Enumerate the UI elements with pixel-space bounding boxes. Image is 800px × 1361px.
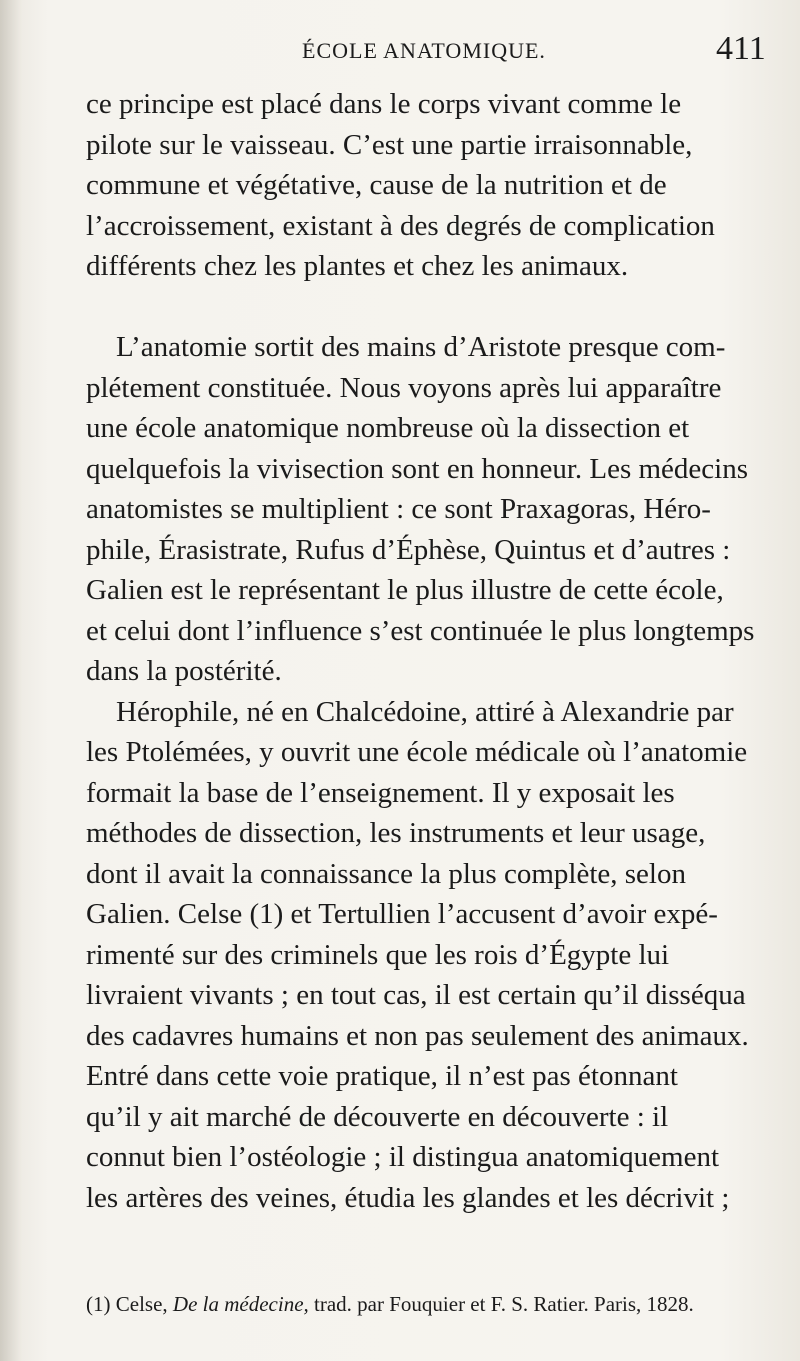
text-line: qu’il y ait marché de découverte en découverte : il xyxy=(86,1100,669,1133)
text-line: rimenté sur des criminels que les rois d’Égypte lui xyxy=(86,938,670,971)
text-line: commune et végétative, cause de la nutrition et de xyxy=(86,169,667,201)
text-line: livraient vivants ; en tout cas, il est certain qu’il disséqua xyxy=(86,979,746,1011)
footnote-citation: trad. par Fouquier et F. S. Ratier. Paris, 1828. xyxy=(314,1292,694,1316)
text-line: quelquefois la vivisection sont en honneur. Les médecins xyxy=(86,452,749,485)
text-line: Entré dans cette voie pratique, il n’est pas étonnant xyxy=(86,1060,678,1092)
text-line: Galien est le représentant le plus illustre de cette école, xyxy=(86,574,724,606)
text-line: des cadavres humains et non pas seulement des animaux. xyxy=(86,1019,749,1052)
text-line: phile, Érasistrate, Rufus d’Éphèse, Quintus et d’autres : xyxy=(86,533,731,566)
footnote-marker: (1) Celse, xyxy=(86,1292,168,1316)
text-line: Hérophile, né en Chalcédoine, attiré à Alexandrie par xyxy=(116,695,734,728)
text-line: anatomistes se multiplient : ce sont Praxagoras, Héro- xyxy=(86,493,711,525)
footnote xyxy=(86,1290,762,1318)
text-line: dont il avait la connaissance la plus complète, selon xyxy=(86,857,686,890)
paragraph-gap xyxy=(86,287,762,328)
text-line: formait la base de l’enseignement. Il y exposait les xyxy=(86,776,675,809)
page-number: 411 xyxy=(716,30,766,67)
page-header xyxy=(0,30,800,80)
text-line: plétement constituée. Nous voyons après lui apparaître xyxy=(86,371,722,404)
text-line: pilote sur le vaisseau. C’est une partie irraisonnable, xyxy=(86,128,693,161)
text-line: Galien. Celse (1) et Tertullien l’accusent d’avoir expé- xyxy=(86,898,718,930)
text-line: l’accroissement, existant à des degrés de complication xyxy=(86,209,715,242)
text-line: les Ptolémées, y ouvrit une école médicale où l’anatomie xyxy=(86,736,748,768)
text-line: différents chez les plantes et chez les animaux. xyxy=(86,250,629,282)
page-gutter-shadow xyxy=(0,0,22,1361)
text-line: ce principe est placé dans le corps vivant comme le xyxy=(86,88,682,120)
text-line: dans la postérité. xyxy=(86,655,282,687)
text-line: L’anatomie sortit des mains d’Aristote presque com- xyxy=(116,331,726,363)
text-line: les artères des veines, étudia les glandes et les décrivit ; xyxy=(86,1181,730,1214)
footnote-title: De la médecine, xyxy=(172,1292,309,1316)
text-line: connut bien l’ostéologie ; il distingua anatomiquement xyxy=(86,1141,720,1173)
body-text xyxy=(86,84,762,1218)
text-line: une école anatomique nombreuse où la dissection et xyxy=(86,412,690,444)
text-line: méthodes de dissection, les instruments et leur usage, xyxy=(86,817,706,849)
running-title: ÉCOLE ANATOMIQUE. xyxy=(302,38,546,63)
text-line: et celui dont l’influence s’est continuée le plus longtemps xyxy=(86,614,755,647)
